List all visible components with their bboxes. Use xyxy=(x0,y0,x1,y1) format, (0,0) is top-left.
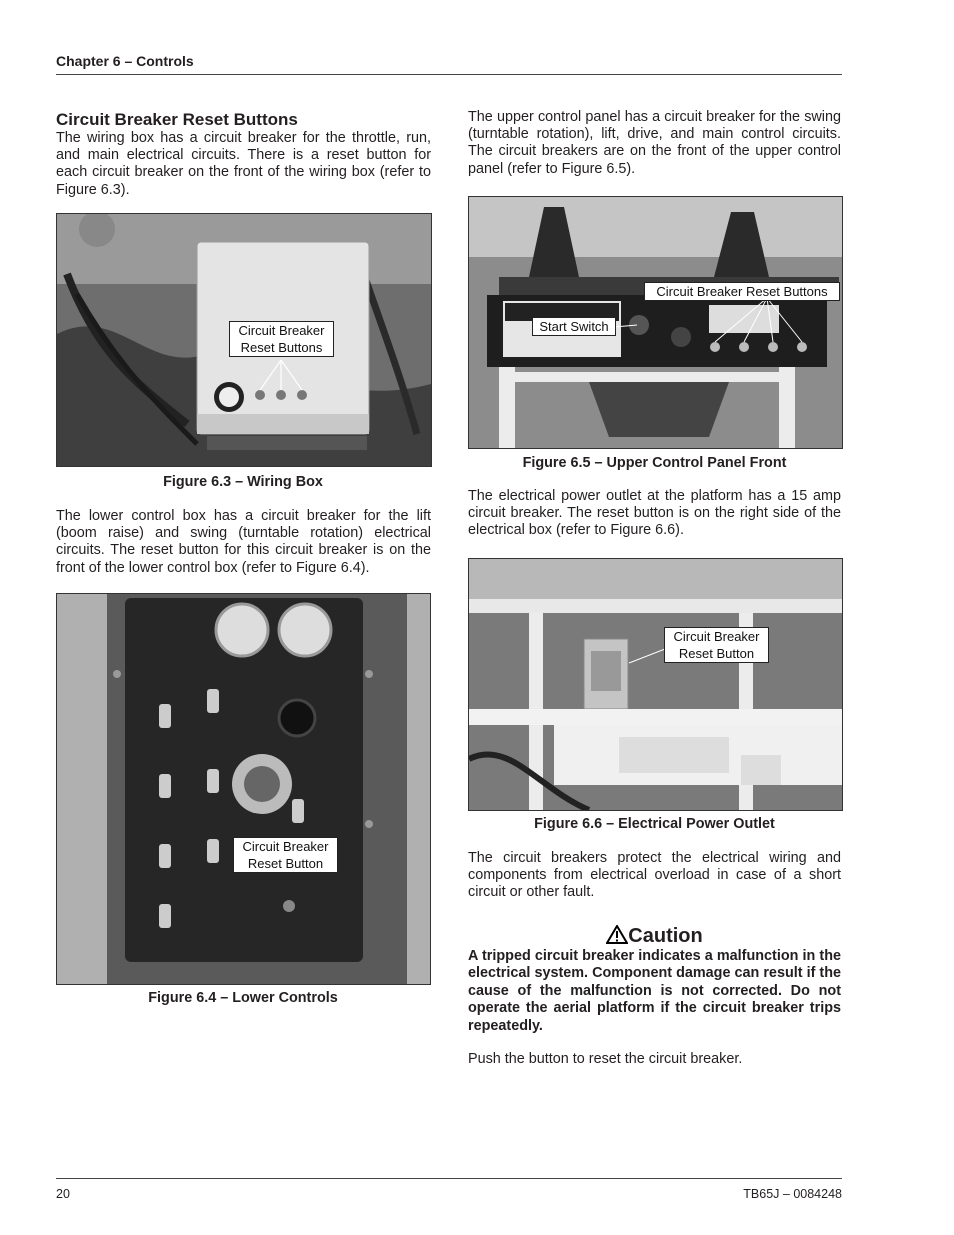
left-column xyxy=(56,110,431,199)
callout-line: Circuit Breaker xyxy=(238,323,325,338)
figure-lower-controls-photo xyxy=(56,593,431,985)
document-id: TB65J – 0084248 xyxy=(743,1187,842,1201)
figure-6-6-caption: Figure 6.6 – Electrical Power Outlet xyxy=(534,816,775,832)
caution-body: A tripped circuit breaker indicates a malfunction in the electrical system. Component damage can result if the cause of the malfunction is not corrected. Do not operate the aerial platform if the circuit breaker trips repeatedly. xyxy=(468,948,841,1034)
callout-circuit-breaker-reset-buttons xyxy=(229,321,334,357)
warning-triangle-icon xyxy=(606,925,628,944)
callout-circuit-breaker-reset-button-lower xyxy=(233,837,338,873)
protection-paragraph: The circuit breakers protect the electrical wiring and components from electrical overload in case of a short circuit or other fault. xyxy=(468,850,841,901)
callout-line: Reset Buttons xyxy=(240,340,323,355)
figure-6-5-caption: Figure 6.5 – Upper Control Panel Front xyxy=(522,455,787,471)
callout-line: Circuit Breaker xyxy=(242,839,329,854)
wiring-box-paragraph: The wiring box has a circuit breaker for the throttle, run, and main electrical circuits. There is a reset button for each circuit breaker on the front of the wiring box (refer to Figure 6.3). xyxy=(56,130,431,198)
section-heading: Circuit Breaker Reset Buttons xyxy=(56,110,298,129)
power-outlet-paragraph: The electrical power outlet at the platform has a 15 amp circuit breaker. The reset button is on the right side of the electrical box (refer to Figure 6.6). xyxy=(468,488,841,539)
callout-circuit-breaker-reset-buttons-upper: Circuit Breaker Reset Buttons xyxy=(644,282,840,301)
figure-6-4-caption: Figure 6.4 – Lower Controls xyxy=(148,990,338,1006)
caution-title: Caution xyxy=(628,925,703,947)
header-rule xyxy=(56,74,842,75)
callout-line: Reset Button xyxy=(247,856,324,871)
callout-circuit-breaker-reset-button-outlet xyxy=(664,627,769,663)
page-number: 20 xyxy=(56,1187,70,1201)
upper-control-paragraph: The upper control panel has a circuit breaker for the swing (turntable rotation), lift, drive, and main control circuits. The circuit breakers are on the front of the upper control panel (refer to Figure 6.5). xyxy=(468,109,841,177)
lower-control-paragraph: The lower control box has a circuit breaker for the lift (boom raise) and swing (turntable rotation) electrical circuits. The reset button for this circuit breaker is on the front of the lower control box (refer to Figure 6.4). xyxy=(56,508,431,576)
footer-rule xyxy=(56,1178,842,1179)
callout-start-switch: Start Switch xyxy=(532,317,616,336)
figure-6-3-caption: Figure 6.3 – Wiring Box xyxy=(163,474,323,490)
callout-line: Reset Button xyxy=(678,646,755,661)
callout-line: Circuit Breaker xyxy=(673,629,760,644)
reset-instruction: Push the button to reset the circuit breaker. xyxy=(468,1051,743,1067)
chapter-header: Chapter 6 – Controls xyxy=(56,53,194,69)
figure-upper-control-panel-photo xyxy=(468,196,843,449)
figure-electrical-power-outlet-photo xyxy=(468,558,843,811)
caution-heading xyxy=(468,925,841,948)
